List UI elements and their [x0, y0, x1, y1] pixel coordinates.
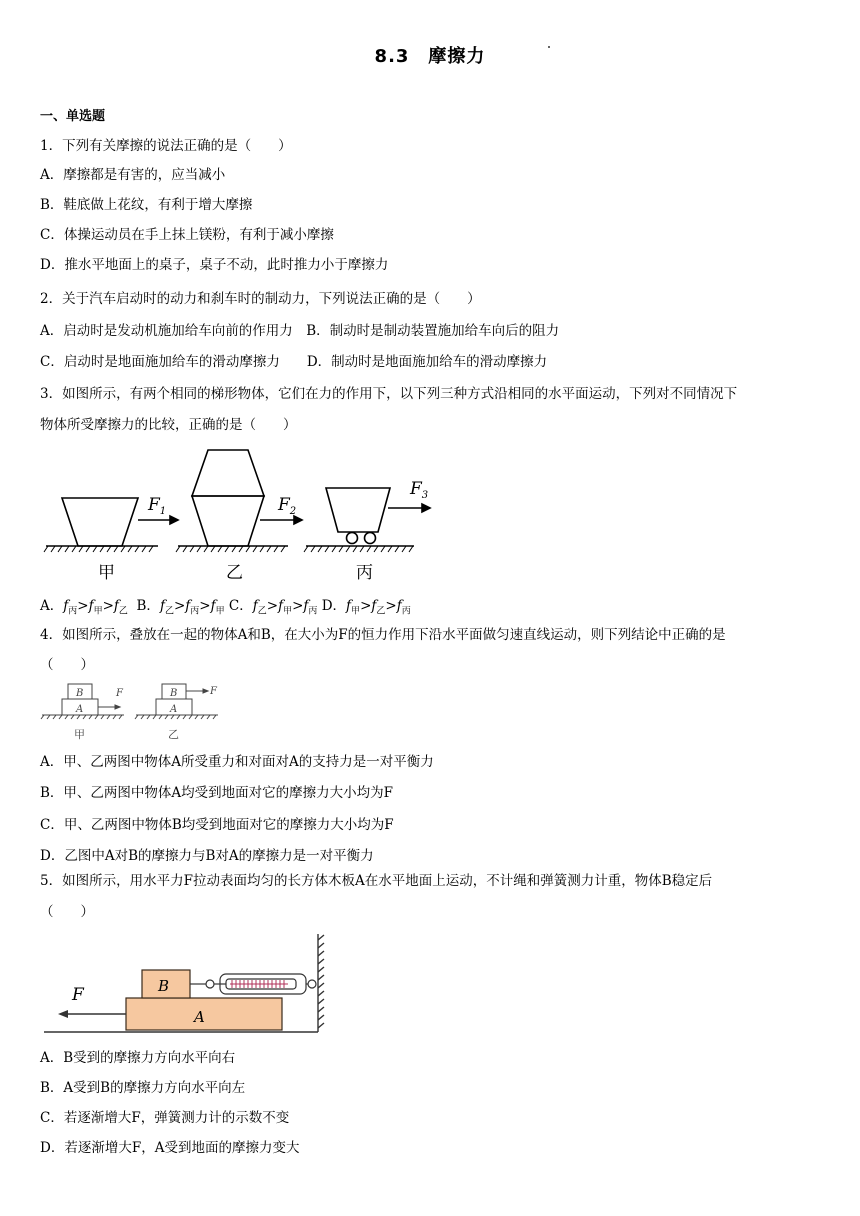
q4-stem-line1: 4．如图所示，叠放在一起的物体A和B，在大小为F的恒力作用下沿水平面做匀速直线运动，则下列结论中正确的是	[40, 627, 726, 643]
stray-dot	[548, 46, 550, 48]
q4-option-d: D．乙图中A对B的摩擦力与B对A的摩擦力是一对平衡力	[40, 848, 374, 864]
q4-label-yi: 乙	[168, 728, 179, 741]
q4-jia-label-b: B	[76, 688, 84, 699]
q2-options-row2: C．启动时是地面施加给车的滑动摩擦力 D．制动时是地面施加给车的滑动摩擦力	[40, 354, 548, 370]
q3-figure	[40, 440, 440, 590]
q4-jia-force-label: F	[116, 688, 123, 699]
q4-yi-force-label: F	[210, 686, 217, 697]
q3-option-a: A．$f_丙>f_甲>f_乙$	[40, 598, 128, 617]
section-heading: 一、单选题	[40, 109, 106, 124]
q3-label-yi: 乙	[226, 563, 243, 583]
q3-stem-line2: 物体所受摩擦力的比较，正确的是（ ）	[40, 417, 297, 433]
q3-options	[40, 597, 411, 621]
q1-stem: 1．下列有关摩擦的说法正确的是（ ）	[40, 138, 292, 154]
q3-stem-line1: 3．如图所示，有两个相同的梯形物体，它们在力的作用下，以下列三种方式沿相同的水平面运动，下列对不同情况下	[40, 386, 738, 402]
page-title: 8.3 摩擦力	[374, 46, 486, 67]
q2-options-row1: A．启动时是发动机施加给车向前的作用力 B．制动时是制动装置施加给车向后的阻力	[40, 323, 560, 339]
q5-stem-line2: （ ）	[40, 904, 94, 920]
q3-force-label-1: $F_1$	[148, 495, 167, 517]
q5-option-c: C．若逐渐增大F，弹簧测力计的示数不变	[40, 1110, 290, 1126]
q1-option-d: D．推水平地面上的桌子，桌子不动，此时推力小于摩擦力	[40, 257, 389, 273]
q4-option-b: B．甲、乙两图中物体A均受到地面对它的摩擦力大小均为F	[40, 785, 394, 801]
q5-label-b: B	[158, 977, 170, 995]
q1-option-b: B．鞋底做上花纹，有利于增大摩擦	[40, 197, 253, 213]
q4-yi-label-b: B	[170, 688, 178, 699]
q4-jia-label-a: A	[76, 704, 84, 715]
q3-force-label-2: $F_2$	[278, 495, 297, 517]
q3-force-label-3: $F_3$	[410, 479, 429, 501]
q5-option-d: D．若逐渐增大F，A受到地面的摩擦力变大	[40, 1140, 300, 1156]
q5-scale-ticks	[230, 980, 288, 988]
q2-stem: 2．关于汽车启动时的动力和刹车时的制动力，下列说法正确的是（ ）	[40, 291, 481, 307]
q1-option-c: C．体操运动员在手上抹上镁粉，有利于减小摩擦	[40, 227, 334, 243]
q3-label-jia: 甲	[98, 563, 115, 583]
q4-option-a: A．甲、乙两图中物体A所受重力和对面对A的支持力是一对平衡力	[40, 754, 434, 770]
q3-option-d: D．$f_甲>f_乙>f_丙$	[321, 598, 411, 617]
q5-label-a: A	[194, 1008, 205, 1026]
q1-option-a: A．摩擦都是有害的，应当减小	[40, 167, 226, 183]
q5-force-label: F	[72, 985, 84, 1005]
q5-stem-line1: 5．如图所示，用水平力F拉动表面均匀的长方体木板A在水平地面上运动，不计绳和弹簧测力计重，物体B稳定后	[40, 873, 713, 889]
q3-option-b: B．$f_乙>f_丙>f_甲$	[136, 598, 225, 617]
q3-option-c: C．$f_乙>f_甲>f_丙$	[228, 598, 318, 617]
q3-label-bing: 丙	[356, 563, 373, 583]
q5-figure	[40, 932, 330, 1042]
q4-stem-line2: （ ）	[40, 657, 94, 673]
q4-figure	[40, 680, 230, 744]
q4-yi-label-a: A	[170, 704, 178, 715]
q5-option-a: A．B受到的摩擦力方向水平向右	[40, 1050, 236, 1066]
q4-option-c: C．甲、乙两图中物体B均受到地面对它的摩擦力大小均为F	[40, 817, 394, 833]
q4-label-jia: 甲	[74, 728, 85, 741]
q5-option-b: B．A受到B的摩擦力方向水平向左	[40, 1080, 246, 1096]
